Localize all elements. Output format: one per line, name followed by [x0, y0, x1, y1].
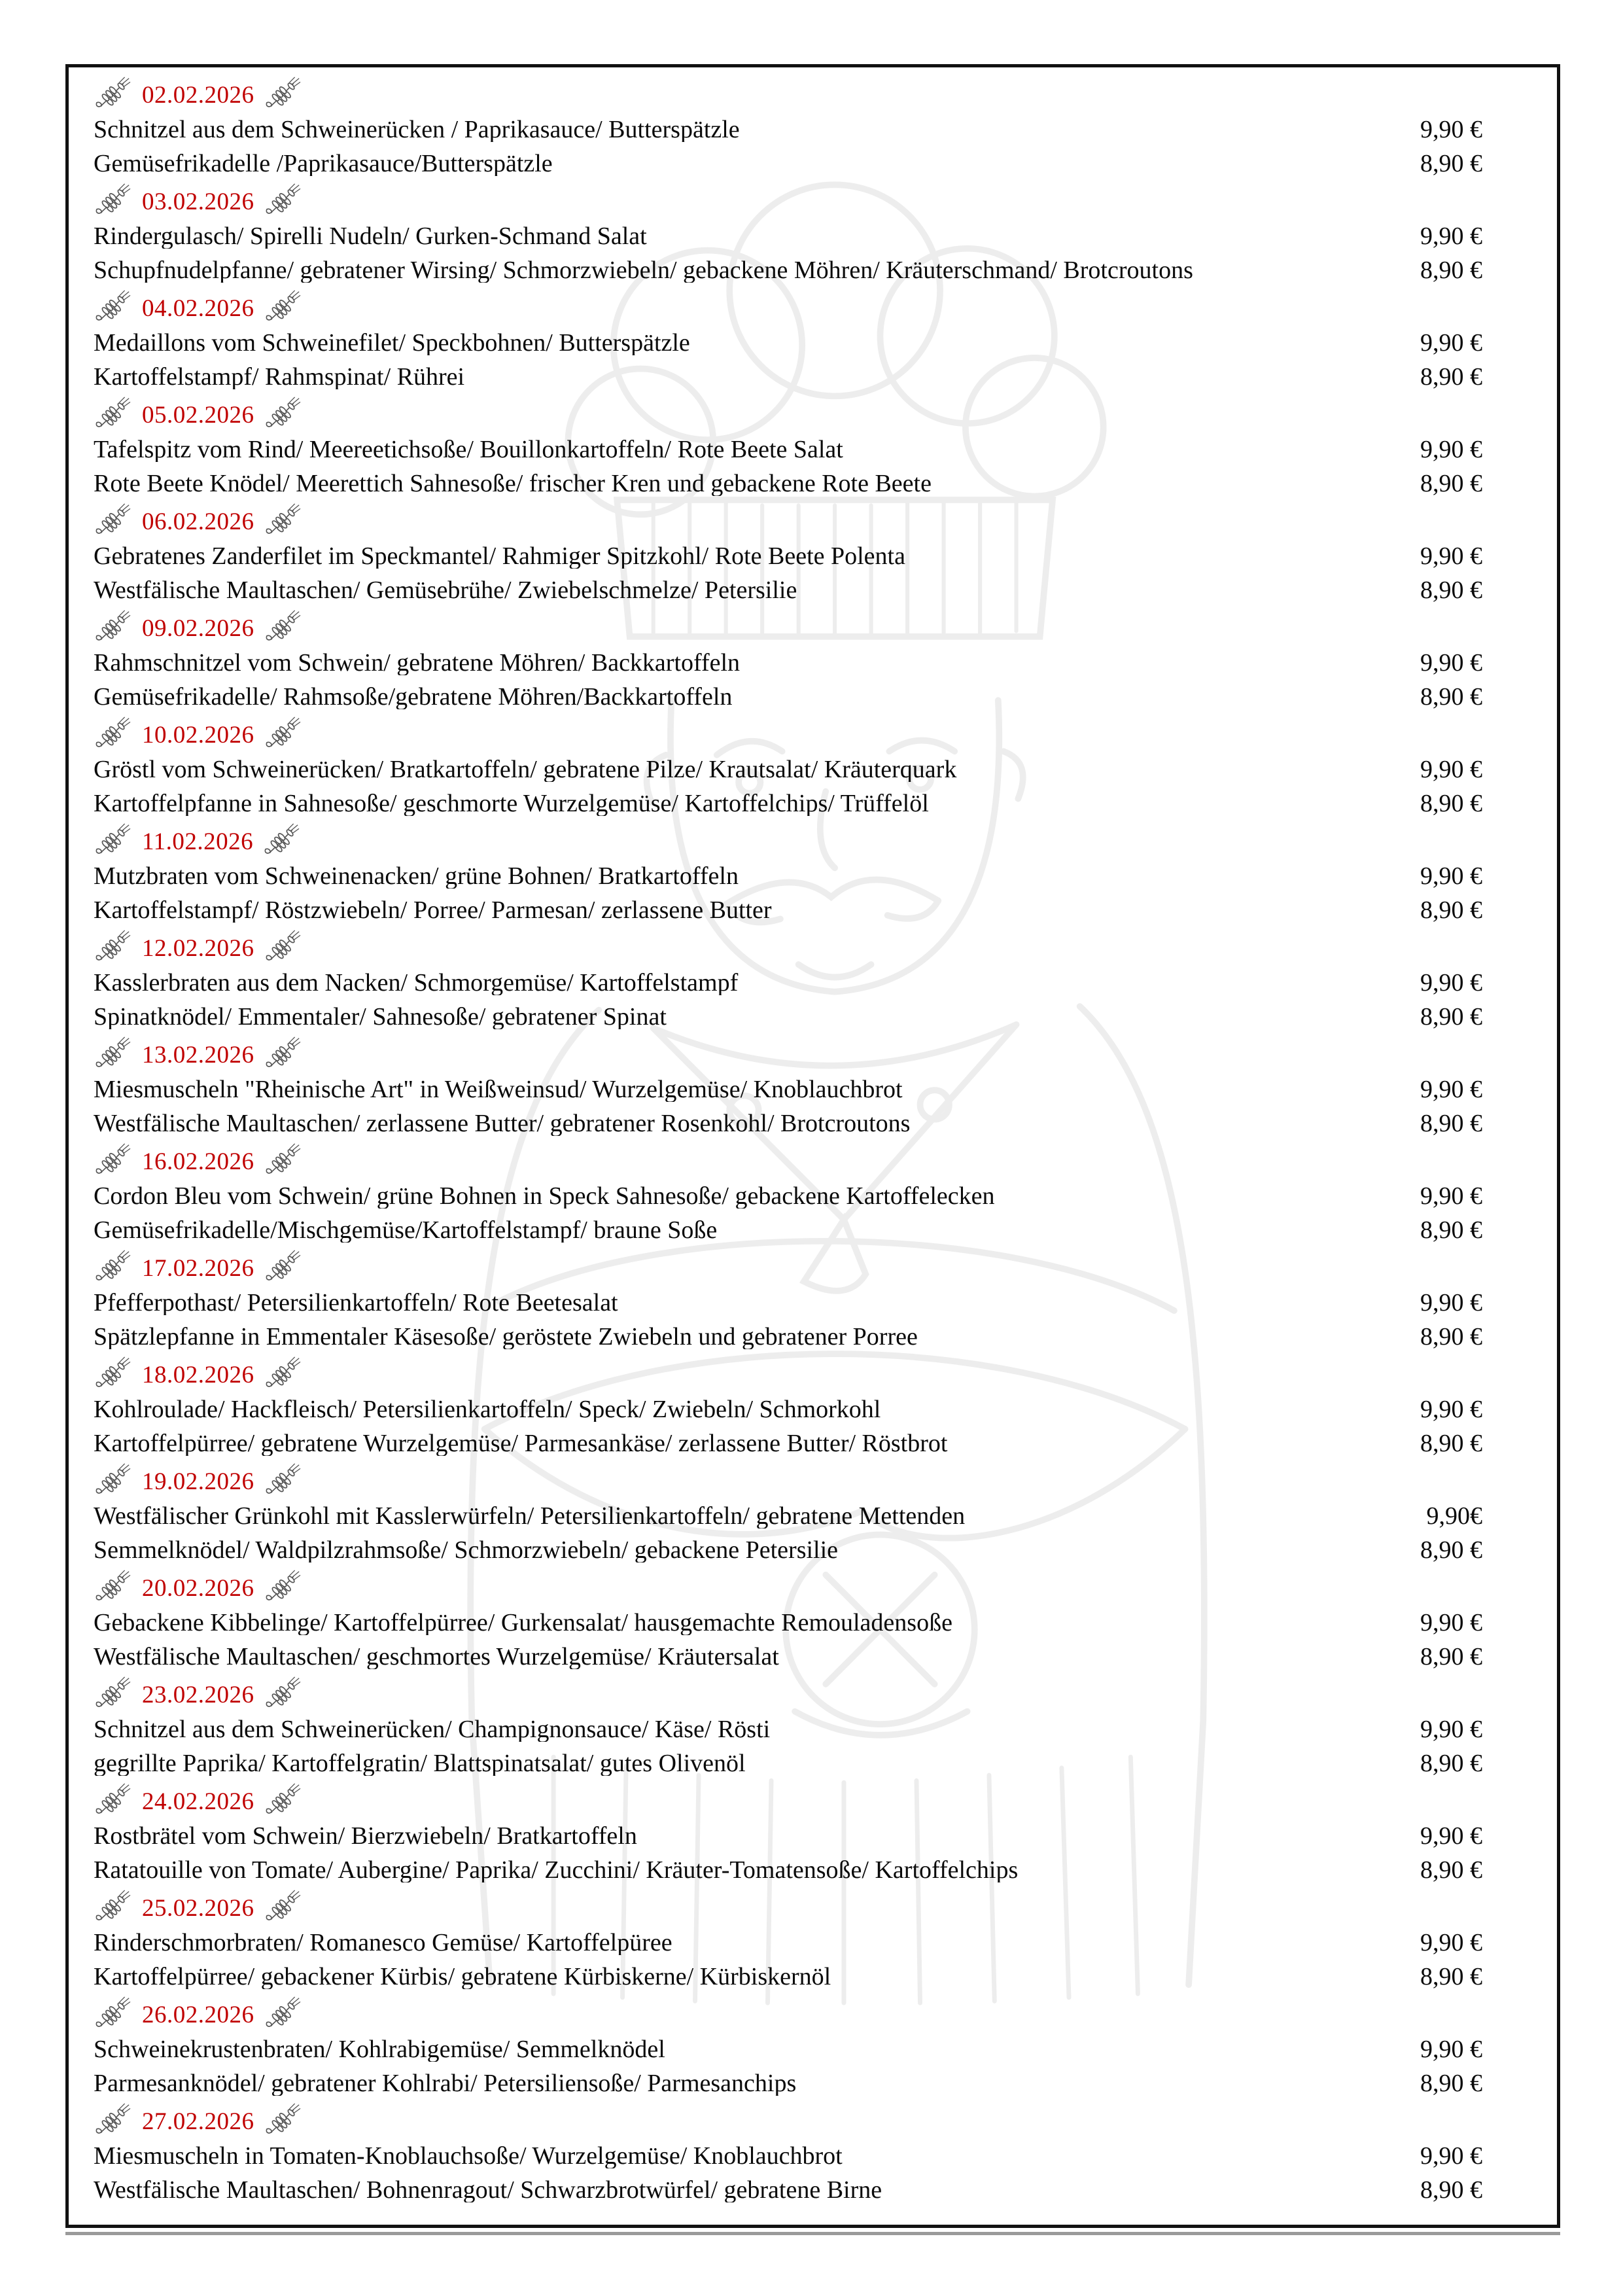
dish-price: 9,90 €: [1420, 542, 1482, 570]
dish-price: 8,90 €: [1420, 2176, 1482, 2204]
menu-day: [94, 2100, 1557, 2207]
menu-item: [94, 786, 1557, 821]
wheat-ornament-icon: [95, 1463, 131, 1497]
wheat-ornament-icon: [265, 1676, 302, 1710]
dish-description: Westfälische Maultaschen/ geschmortes Wurzelgemüse/ Kräutersalat: [94, 1644, 779, 1669]
dish-price: 8,90 €: [1420, 470, 1482, 497]
menu-item: [94, 1000, 1557, 1034]
menu-item: [94, 1426, 1557, 1460]
dish-price: 8,90 €: [1420, 683, 1482, 711]
dish-price: 8,90 €: [1420, 896, 1482, 924]
wheat-ornament-icon: [265, 77, 302, 111]
menu-item: [94, 1320, 1557, 1354]
wheat-ornament-icon: [95, 823, 131, 857]
date-row: [94, 1994, 1557, 2032]
menu-item: [94, 1606, 1557, 1640]
menu-day: [94, 181, 1557, 287]
dish-price: 9,90 €: [1420, 1716, 1482, 1743]
date-row: [94, 1354, 1557, 1392]
wheat-ornament-icon: [95, 1250, 131, 1284]
dish-price: 8,90 €: [1420, 1216, 1482, 1244]
dish-price: 8,90 €: [1420, 363, 1482, 391]
dish-description: Kartoffelstampf/ Röstzwiebeln/ Porree/ Parmesan/ zerlassene Butter: [94, 898, 772, 923]
menu-date: 02.02.2026: [142, 82, 254, 109]
wheat-ornament-icon: [265, 1783, 302, 1817]
menu-day: [94, 1994, 1557, 2100]
dish-description: Westfälischer Grünkohl mit Kasslerwürfeln/ Petersilienkartoffeln/ gebratene Mettenden: [94, 1504, 966, 1528]
date-row: [94, 2100, 1557, 2139]
wheat-ornament-icon: [265, 2103, 302, 2137]
menu-item: [94, 680, 1557, 714]
date-row: [94, 1674, 1557, 1712]
dish-price: 8,90 €: [1420, 1430, 1482, 1457]
menu-item: [94, 1179, 1557, 1213]
wheat-ornament-icon: [95, 1143, 131, 1177]
menu-item: [94, 467, 1557, 501]
dish-description: Miesmuscheln "Rheinische Art" in Weißweinsud/ Wurzelgemüse/ Knoblauchbrot: [94, 1077, 903, 1102]
menu-date: 25.02.2026: [142, 1895, 254, 1922]
menu-item: [94, 1286, 1557, 1320]
dish-description: Schupfnudelpfanne/ gebratener Wirsing/ Schmorzwiebeln/ gebackene Möhren/ Kräuterschmand/ Brotcroutons: [94, 258, 1193, 283]
menu-date: 03.02.2026: [142, 188, 254, 215]
menu-item: [94, 1712, 1557, 1746]
wheat-ornament-icon: [95, 183, 131, 217]
dish-description: Gemüsefrikadelle/ Rahmsoße/gebratene Möhren/Backkartoffeln: [94, 684, 733, 709]
wheat-ornament-icon: [95, 290, 131, 324]
dish-description: Miesmuscheln in Tomaten-Knoblauchsoße/ Wurzelgemüse/ Knoblauchbrot: [94, 2144, 843, 2168]
menu-item: [94, 433, 1557, 467]
menu-item: [94, 113, 1557, 147]
menu-days-list: [69, 67, 1557, 2207]
date-row: [94, 1780, 1557, 1819]
wheat-ornament-icon: [95, 1356, 131, 1390]
dish-description: Kartoffelstampf/ Rahmspinat/ Rührei: [94, 364, 465, 389]
menu-item: [94, 1106, 1557, 1140]
wheat-ornament-icon: [95, 397, 131, 431]
wheat-ornament-icon: [265, 183, 302, 217]
dish-price: 9,90 €: [1420, 1396, 1482, 1423]
wheat-ornament-icon: [95, 77, 131, 111]
menu-date: 04.02.2026: [142, 295, 254, 322]
dish-description: Westfälische Maultaschen/ zerlassene Butter/ gebratener Rosenkohl/ Brotcroutons: [94, 1111, 911, 1136]
dish-price: 9,90 €: [1420, 222, 1482, 250]
dish-price: 8,90 €: [1420, 1856, 1482, 1884]
dish-description: Schnitzel aus dem Schweinerücken/ Champignonsauce/ Käse/ Rösti: [94, 1717, 771, 1742]
menu-item: [94, 360, 1557, 394]
dish-price: 9,90 €: [1420, 1076, 1482, 1103]
dish-description: Rahmschnitzel vom Schwein/ gebratene Möhren/ Backkartoffeln: [94, 650, 741, 675]
menu-item: [94, 752, 1557, 786]
dish-description: Kartoffelpürree/ gebratene Wurzelgemüse/ Parmesankäse/ zerlassene Butter/ Röstbrot: [94, 1431, 948, 1456]
dish-price: 8,90 €: [1420, 150, 1482, 177]
dish-price: 8,90 €: [1420, 256, 1482, 284]
menu-item: [94, 1499, 1557, 1533]
wheat-ornament-icon: [265, 610, 302, 644]
dish-description: Spätzlepfanne in Emmentaler Käsesoße/ geröstete Zwiebeln und gebratener Porree: [94, 1324, 918, 1349]
dish-description: Parmesanknödel/ gebratener Kohlrabi/ Petersiliensoße/ Parmesanchips: [94, 2071, 797, 2096]
dish-price: 9,90 €: [1420, 756, 1482, 783]
wheat-ornament-icon: [265, 1250, 302, 1284]
wheat-ornament-icon: [95, 1676, 131, 1710]
dish-description: Ratatouille von Tomate/ Aubergine/ Paprika/ Zucchini/ Kräuter-Tomatensoße/ Kartoffelchips: [94, 1858, 1019, 1882]
menu-day: [94, 1140, 1557, 1247]
dish-price: 8,90 €: [1420, 1536, 1482, 1564]
menu-item: [94, 1819, 1557, 1853]
dish-price: 9,90 €: [1420, 649, 1482, 677]
wheat-ornament-icon: [265, 1356, 302, 1390]
date-row: [94, 1034, 1557, 1072]
menu-day: [94, 714, 1557, 821]
menu-day: [94, 1780, 1557, 1887]
menu-date: 05.02.2026: [142, 402, 254, 429]
dish-description: Westfälische Maultaschen/ Bohnenragout/ Schwarzbrotwürfel/ gebratene Birne: [94, 2178, 882, 2202]
date-row: [94, 501, 1557, 539]
menu-item: [94, 966, 1557, 1000]
menu-date: 16.02.2026: [142, 1148, 254, 1175]
wheat-ornament-icon: [265, 1036, 302, 1070]
menu-day: [94, 1354, 1557, 1460]
menu-date: 26.02.2026: [142, 2002, 254, 2028]
dish-price: 9,90 €: [1420, 116, 1482, 143]
dish-price: 9,90 €: [1420, 969, 1482, 997]
dish-price: 9,90€: [1426, 1502, 1482, 1530]
menu-day: [94, 1887, 1557, 1994]
wheat-ornament-icon: [265, 290, 302, 324]
menu-item: [94, 1213, 1557, 1247]
menu-item: [94, 1746, 1557, 1780]
dish-price: 9,90 €: [1420, 1822, 1482, 1850]
dish-price: 8,90 €: [1420, 576, 1482, 604]
wheat-ornament-icon: [95, 1570, 131, 1604]
menu-day: [94, 501, 1557, 607]
menu-day: [94, 821, 1557, 927]
dish-description: Schnitzel aus dem Schweinerücken / Paprikasauce/ Butterspätzle: [94, 117, 740, 142]
date-row: [94, 1887, 1557, 1926]
dish-price: 9,90 €: [1420, 436, 1482, 463]
dish-price: 8,90 €: [1420, 1003, 1482, 1031]
menu-date: 23.02.2026: [142, 1682, 254, 1708]
dish-price: 9,90 €: [1420, 2036, 1482, 2063]
menu-item: [94, 646, 1557, 680]
menu-item: [94, 2173, 1557, 2207]
menu-day: [94, 1034, 1557, 1140]
wheat-ornament-icon: [95, 1036, 131, 1070]
date-row: [94, 287, 1557, 326]
dish-price: 9,90 €: [1420, 329, 1482, 357]
wheat-ornament-icon: [95, 1783, 131, 1817]
dish-description: Gröstl vom Schweinerücken/ Bratkartoffeln/ gebratene Pilze/ Krautsalat/ Kräuterquark: [94, 757, 957, 782]
menu-date: 24.02.2026: [142, 1788, 254, 1815]
dish-price: 9,90 €: [1420, 1929, 1482, 1956]
menu-date: 19.02.2026: [142, 1468, 254, 1495]
menu-item: [94, 539, 1557, 573]
dish-description: Gebackene Kibbelinge/ Kartoffelpürree/ Gurkensalat/ hausgemachte Remouladensoße: [94, 1610, 952, 1635]
dish-price: 8,90 €: [1420, 1750, 1482, 1777]
dish-description: Mutzbraten vom Schweinenacken/ grüne Bohnen/ Bratkartoffeln: [94, 864, 739, 889]
dish-price: 8,90 €: [1420, 1963, 1482, 1990]
menu-item: [94, 2066, 1557, 2100]
menu-item: [94, 1392, 1557, 1426]
wheat-ornament-icon: [265, 503, 302, 537]
date-row: [94, 1247, 1557, 1286]
wheat-ornament-icon: [265, 716, 302, 751]
dish-description: Rote Beete Knödel/ Meerettich Sahnesoße/ frischer Kren und gebackene Rote Beete: [94, 471, 932, 496]
dish-price: 8,90 €: [1420, 790, 1482, 817]
dish-price: 9,90 €: [1420, 1182, 1482, 1210]
dish-description: Pfefferpothast/ Petersilienkartoffeln/ Rote Beetesalat: [94, 1290, 618, 1315]
menu-date: 27.02.2026: [142, 2108, 254, 2135]
dish-description: Schweinekrustenbraten/ Kohlrabigemüse/ Semmelknödel: [94, 2037, 665, 2062]
wheat-ornament-icon: [95, 503, 131, 537]
menu-date: 11.02.2026: [142, 828, 254, 855]
dish-price: 9,90 €: [1420, 1609, 1482, 1636]
dish-description: Gemüsefrikadelle/Mischgemüse/Kartoffelstampf/ braune Soße: [94, 1218, 718, 1243]
dish-price: 9,90 €: [1420, 1289, 1482, 1316]
dish-description: gegrillte Paprika/ Kartoffelgratin/ Blattspinatsalat/ gutes Olivenöl: [94, 1751, 746, 1776]
dish-description: Gebratenes Zanderfilet im Speckmantel/ Rahmiger Spitzkohl/ Rote Beete Polenta: [94, 544, 905, 569]
menu-date: 06.02.2026: [142, 508, 254, 535]
date-row: [94, 1567, 1557, 1606]
menu-item: [94, 1072, 1557, 1106]
date-row: [94, 74, 1557, 113]
menu-item: [94, 2032, 1557, 2066]
dish-description: Westfälische Maultaschen/ Gemüsebrühe/ Zwiebelschmelze/ Petersilie: [94, 578, 797, 603]
dish-description: Cordon Bleu vom Schwein/ grüne Bohnen in Speck Sahnesoße/ gebackene Kartoffelecken: [94, 1184, 995, 1209]
menu-day: [94, 1460, 1557, 1567]
dish-description: Semmelknödel/ Waldpilzrahmsoße/ Schmorzwiebeln/ gebackene Petersilie: [94, 1538, 839, 1563]
wheat-ornament-icon: [95, 1996, 131, 2030]
dish-description: Tafelspitz vom Rind/ Meereetichsoße/ Bouillonkartoffeln/ Rote Beete Salat: [94, 437, 843, 462]
menu-frame: [65, 64, 1560, 2228]
menu-item: [94, 1533, 1557, 1567]
menu-day: [94, 1247, 1557, 1354]
menu-day: [94, 1674, 1557, 1780]
wheat-ornament-icon: [265, 397, 302, 431]
wheat-ornament-icon: [265, 930, 302, 964]
dish-description: Rostbrätel vom Schwein/ Bierzwiebeln/ Bratkartoffeln: [94, 1824, 637, 1848]
menu-item: [94, 147, 1557, 181]
dish-price: 9,90 €: [1420, 862, 1482, 890]
menu-item: [94, 1926, 1557, 1960]
dish-description: Kartoffelpürree/ gebackener Kürbis/ gebratene Kürbiskerne/ Kürbiskernöl: [94, 1964, 831, 1989]
date-row: [94, 821, 1557, 859]
menu-item: [94, 1960, 1557, 1994]
dish-description: Kasslerbraten aus dem Nacken/ Schmorgemüse/ Kartoffelstampf: [94, 970, 739, 995]
dish-description: Medaillons vom Schweinefilet/ Speckbohnen/ Butterspätzle: [94, 330, 690, 355]
menu-date: 17.02.2026: [142, 1255, 254, 1282]
wheat-ornament-icon: [265, 1570, 302, 1604]
menu-item: [94, 253, 1557, 287]
dish-description: Rindergulasch/ Spirelli Nudeln/ Gurken-Schmand Salat: [94, 224, 647, 249]
dish-description: Rinderschmorbraten/ Romanesco Gemüse/ Kartoffelpüree: [94, 1930, 672, 1955]
wheat-ornament-icon: [95, 610, 131, 644]
wheat-ornament-icon: [264, 823, 300, 857]
menu-date: 18.02.2026: [142, 1362, 254, 1388]
menu-item: [94, 2139, 1557, 2173]
menu-item: [94, 573, 1557, 607]
date-row: [94, 394, 1557, 433]
wheat-ornament-icon: [95, 1890, 131, 1924]
date-row: [94, 927, 1557, 966]
menu-day: [94, 74, 1557, 181]
wheat-ornament-icon: [265, 1463, 302, 1497]
menu-day: [94, 927, 1557, 1034]
date-row: [94, 607, 1557, 646]
menu-item: [94, 326, 1557, 360]
menu-date: 09.02.2026: [142, 615, 254, 642]
menu-item: [94, 893, 1557, 927]
dish-description: Kartoffelpfanne in Sahnesoße/ geschmorte Wurzelgemüse/ Kartoffelchips/ Trüffelöl: [94, 791, 929, 816]
dish-price: 8,90 €: [1420, 2070, 1482, 2097]
menu-day: [94, 394, 1557, 501]
menu-item: [94, 859, 1557, 893]
dish-description: Spinatknödel/ Emmentaler/ Sahnesoße/ gebratener Spinat: [94, 1004, 667, 1029]
wheat-ornament-icon: [265, 1143, 302, 1177]
menu-date: 12.02.2026: [142, 935, 254, 962]
menu-day: [94, 607, 1557, 714]
menu-day: [94, 1567, 1557, 1674]
wheat-ornament-icon: [95, 716, 131, 751]
date-row: [94, 1140, 1557, 1179]
menu-day: [94, 287, 1557, 394]
wheat-ornament-icon: [95, 2103, 131, 2137]
menu-date: 10.02.2026: [142, 722, 254, 749]
dish-price: 9,90 €: [1420, 2142, 1482, 2170]
menu-date: 13.02.2026: [142, 1042, 254, 1069]
dish-price: 8,90 €: [1420, 1643, 1482, 1670]
wheat-ornament-icon: [265, 1996, 302, 2030]
menu-item: [94, 219, 1557, 253]
date-row: [94, 181, 1557, 219]
date-row: [94, 714, 1557, 752]
menu-item: [94, 1640, 1557, 1674]
dish-price: 8,90 €: [1420, 1323, 1482, 1351]
menu-item: [94, 1853, 1557, 1887]
dish-description: Gemüsefrikadelle /Paprikasauce/Butterspätzle: [94, 151, 553, 176]
dish-price: 8,90 €: [1420, 1110, 1482, 1137]
wheat-ornament-icon: [95, 930, 131, 964]
menu-date: 20.02.2026: [142, 1575, 254, 1602]
date-row: [94, 1460, 1557, 1499]
dish-description: Kohlroulade/ Hackfleisch/ Petersilienkartoffeln/ Speck/ Zwiebeln/ Schmorkohl: [94, 1397, 881, 1422]
wheat-ornament-icon: [265, 1890, 302, 1924]
